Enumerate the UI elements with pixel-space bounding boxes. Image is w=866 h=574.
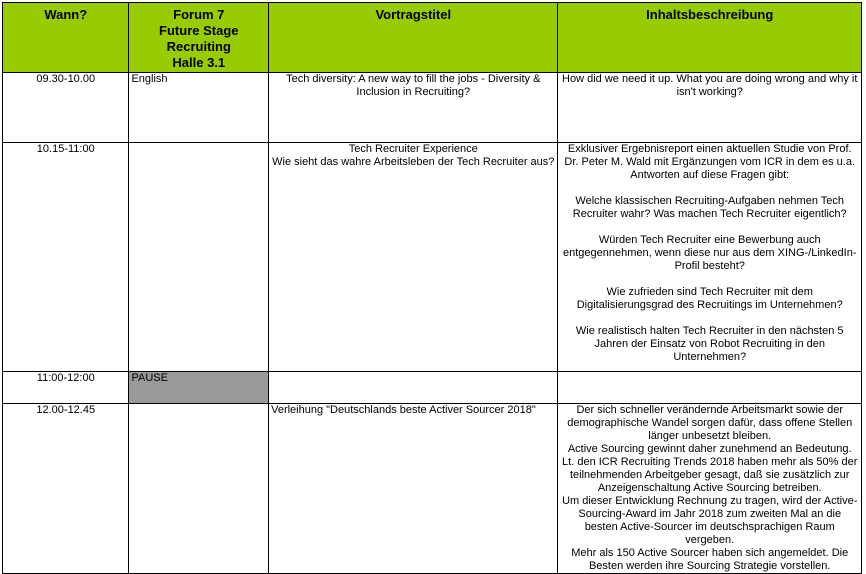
description-paragraph: Welche klassischen Recruiting-Aufgaben nehmen Tech Recruiter wahr? Was machen Tech Recruiter eigentlich? xyxy=(572,195,847,220)
description-cell xyxy=(558,73,862,143)
description-paragraph: How did we need it up. What you are doing wrong and why it isn't working? xyxy=(562,73,858,98)
pause-cell: PAUSE xyxy=(129,372,269,404)
description-paragraph: Würden Tech Recruiter eine Bewerbung auch entgegennehmen, wenn diese nur aus dem XING-/LinkedIn-Profil besteht? xyxy=(562,234,857,272)
header-forum-line: Halle 3.1 xyxy=(172,55,226,70)
description-paragraph: Wie realistisch halten Tech Recruiter in den nächsten 5 Jahren der Einsatz von Robot Recruiting in den Unternehmen? xyxy=(575,325,844,363)
title-cell xyxy=(269,372,558,404)
description-cell xyxy=(558,372,862,404)
header-when: Wann? xyxy=(3,3,129,73)
table-row xyxy=(3,404,862,574)
title-cell xyxy=(269,404,558,574)
title-line: Tech diversity: A new way to fill the jobs - Diversity & xyxy=(286,73,541,85)
description-paragraph: Um dieser Entwicklung Rechnung zu tragen, wird der Active-Sourcing-Award im Jahr 2018 zum zweiten Mal an die besten Active-Sourcer im deutschsprachigen Raum vergeben. xyxy=(562,495,858,546)
description-paragraph: Wie zufrieden sind Tech Recruiter mit dem Digitalisierungsgrad des Recruitings im Unternehmen? xyxy=(576,286,843,311)
title-cell xyxy=(269,73,558,143)
header-forum-line: Forum 7 xyxy=(173,7,225,22)
forum-cell: English xyxy=(129,73,269,143)
header-row xyxy=(3,3,862,73)
description-paragraph: Active Sourcing gewinnt daher zunehmend an Bedeutung. Lt. den ICR Recruiting Trends 2018 haben mehr als 50% der teilnehmenden Arbeitgeber gesagt, daß sie zusätzlich zur Anzeigenschaltung Active Sourcing betreiben. xyxy=(562,443,858,494)
header-forum-line: Future Stage xyxy=(159,23,239,38)
time-cell: 10.15-11:00 xyxy=(3,143,129,372)
header-description: Inhaltsbeschreibung xyxy=(558,3,862,73)
time-cell: 11:00-12:00 xyxy=(3,372,129,404)
title-line: Wie sieht das wahre Arbeitsleben der Tech Recruiter aus? xyxy=(272,156,555,168)
table-row xyxy=(3,73,862,143)
header-forum xyxy=(129,3,269,73)
table-row xyxy=(3,372,862,404)
time-cell: 09.30-10.00 xyxy=(3,73,129,143)
description-paragraph: Mehr als 150 Active Sourcer haben sich angemeldet. Die Besten werden ihre Sourcing Strategie vorstellen. xyxy=(571,547,849,572)
description-paragraph: Exklusiver Ergebnisreport einen aktuellen Studie von Prof. Dr. Peter M. Wald mit Ergänzungen vom ICR in dem es u.a. Antworten auf diese Fragen gibt: xyxy=(564,143,856,181)
header-title: Vortragstitel xyxy=(269,3,558,73)
description-cell xyxy=(558,404,862,574)
title-line: Verleihung "Deutschlands beste Activer Sourcer 2018" xyxy=(271,404,536,416)
description-cell xyxy=(558,143,862,372)
forum-cell xyxy=(129,404,269,574)
title-cell xyxy=(269,143,558,372)
schedule-table xyxy=(2,2,862,574)
forum-cell xyxy=(129,143,269,372)
description-paragraph: Der sich schneller verändernde Arbeitsmarkt sowie der demographische Wandel sorgen dafür, dass offene Stellen länger unbesetzt bleiben. xyxy=(567,404,853,442)
title-line: Tech Recruiter Experience xyxy=(348,143,478,155)
header-forum-line: Recruiting xyxy=(166,39,231,54)
table-row xyxy=(3,143,862,372)
time-cell: 12.00-12.45 xyxy=(3,404,129,574)
title-line: Inclusion in Recruiting? xyxy=(356,86,471,98)
